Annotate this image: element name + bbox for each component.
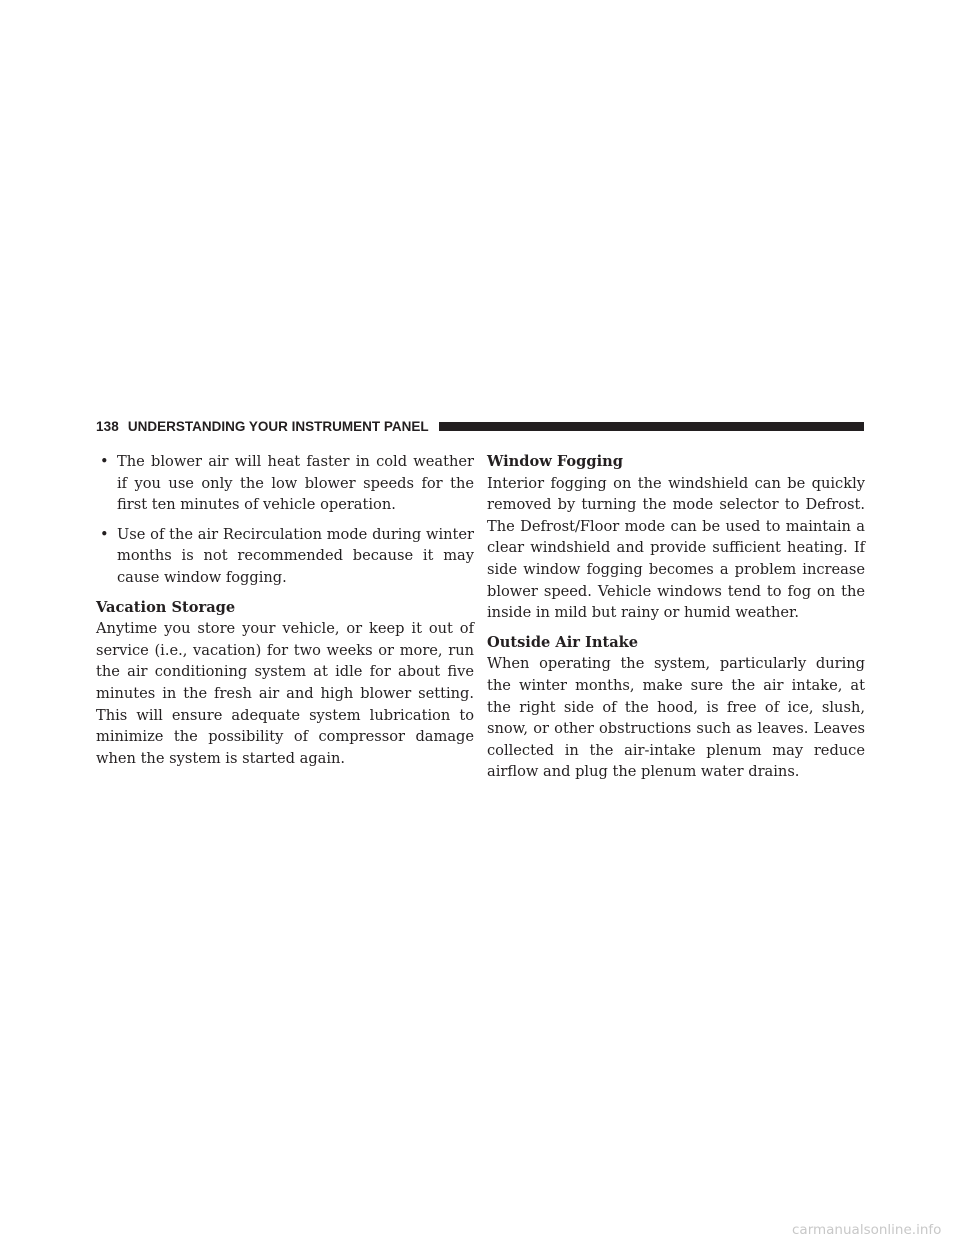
vacation-storage-body: Anytime you store your vehicle, or keep it out of service (i.e., vacation) for two weeks or more, run the air conditioning system at idle for about five minutes in the fresh air and high blower setting. This will ensure adequate system lubrication to minimize the possibility of compressor damage when the system is started again.: [96, 620, 474, 767]
bullet-item: [96, 524, 474, 589]
bullet-marker: •: [100, 525, 109, 543]
page-number: 138: [96, 418, 119, 434]
bullet-text: The blower air will heat faster in cold weather if you use only the low blower speeds for the first ten minutes of vehicle operation.: [117, 453, 474, 514]
bullet-text: Use of the air Recirculation mode during winter months is not recommended because it may cause window fogging.: [117, 525, 474, 586]
outside-air-intake-heading: Outside Air Intake: [487, 633, 639, 651]
vacation-storage-heading: Vacation Storage: [96, 598, 236, 616]
window-fogging-heading: Window Fogging: [487, 453, 623, 470]
bullet-marker: •: [100, 453, 109, 470]
window-fogging-body: Interior fogging on the windshield can be quickly removed by turning the mode selector to Defrost. The Defrost/Floor mode can be used to maintain a clear windshield and provide sufficient heating. If side window fogging becomes a problem increase blower speed. Vehicle windows tend to fog on the inside in mild but rainy or humid weather.: [487, 474, 865, 622]
header-rule: [439, 422, 864, 431]
right-column: [487, 451, 865, 791]
page-header: [96, 414, 864, 438]
left-column: [96, 451, 474, 777]
site-watermark: carmanualsonline.info: [792, 1222, 942, 1238]
bullet-item: [96, 451, 474, 516]
section-title: UNDERSTANDING YOUR INSTRUMENT PANEL: [127, 418, 429, 434]
outside-air-intake-body: When operating the system, particularly during the winter months, make sure the air intake, at the right side of the hood, is free of ice, slush, snow, or other obstructions such as leaves. Leaves collected in the air-intake plenum may reduce airflow and plug the plenum water drains.: [487, 655, 865, 781]
